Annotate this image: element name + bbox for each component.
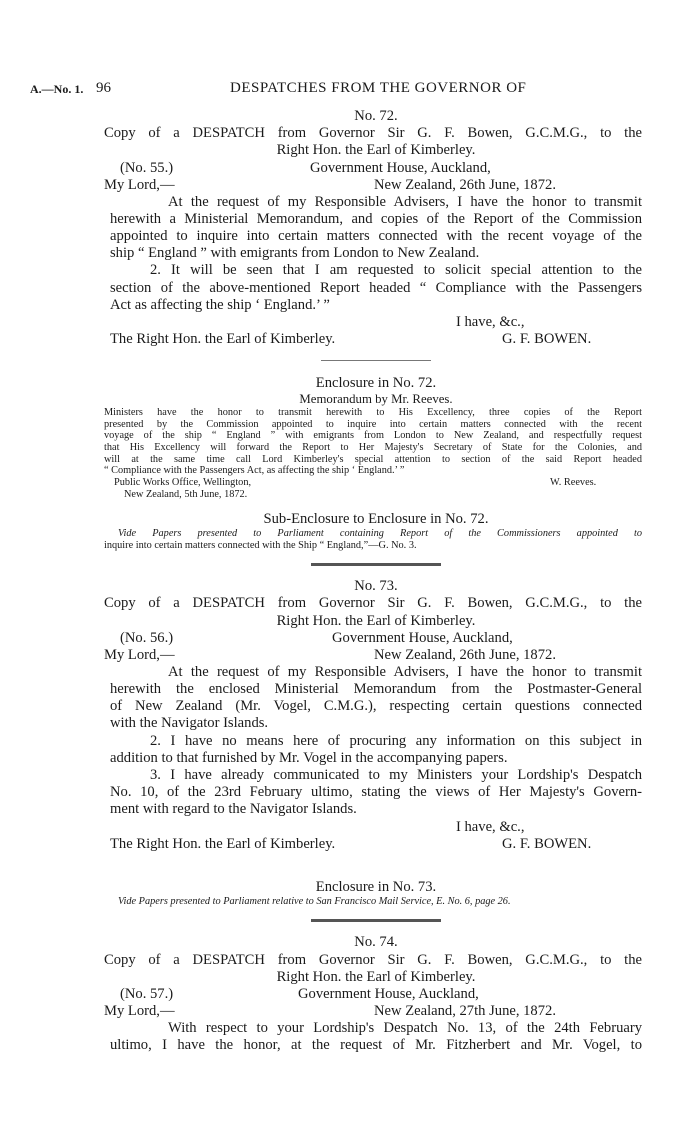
enclosure-heading: Enclosure in No. 73. bbox=[315, 878, 437, 895]
despatch-title: Copy of a DESPATCH from Governor Sir G. F. Bowen, G.C.M.G., to the bbox=[104, 595, 642, 612]
addressee: The Right Hon. the Earl of Kimberley. bbox=[110, 331, 336, 348]
text-line: ment with regard to the Navigator Islands. bbox=[110, 801, 357, 818]
enclosure-72 bbox=[104, 375, 642, 501]
text-line: of New Zealand (Mr. Vogel, C.M.G.), respecting certain questions connected bbox=[110, 698, 642, 715]
running-title: DESPATCHES FROM THE GOVERNOR OF bbox=[230, 80, 527, 96]
place-row bbox=[110, 477, 642, 489]
paragraph bbox=[110, 664, 642, 733]
text-line: 2. It will be seen that I am requested to solicit special attention to the bbox=[150, 262, 642, 279]
sub-enclosure-heading: Sub-Enclosure to Enclosure in No. 72. bbox=[263, 510, 489, 527]
closing-row bbox=[110, 819, 642, 836]
text-line: At the request of my Responsible Advisers, I have the honor to transmit bbox=[168, 193, 642, 210]
text-line: will at the same time call Lord Kimberley's special attention to section of the said Report headed bbox=[104, 453, 642, 465]
despatch-heading: No. 74. bbox=[354, 934, 398, 951]
date-line: New Zealand, 26th June, 1872. bbox=[374, 646, 556, 663]
address-row bbox=[110, 986, 642, 1003]
text-line: Ministers have the honor to transmit herewith to His Excellency, three copies of the Report bbox=[104, 407, 642, 419]
memorandum-text bbox=[104, 407, 642, 477]
despatch-title: Copy of a DESPATCH from Governor Sir G. F. Bowen, G.C.M.G., to the bbox=[104, 125, 642, 142]
text-line: with the Navigator Islands. bbox=[110, 715, 269, 732]
address-line: Government House, Auckland, bbox=[298, 986, 479, 1003]
sub-enclosure-text bbox=[104, 528, 642, 551]
closing: I have, &c., bbox=[456, 314, 525, 331]
signature: G. F. BOWEN. bbox=[502, 835, 592, 852]
address-line: Government House, Auckland, bbox=[332, 629, 513, 646]
address-line: Government House, Auckland, bbox=[310, 159, 491, 176]
address-row bbox=[110, 630, 642, 647]
text-line: Vide Papers presented to Parliament containing Report of the Commissioners appointed to bbox=[118, 528, 642, 539]
despatch-recipient: Right Hon. the Earl of Kimberley. bbox=[276, 612, 476, 629]
despatch-74 bbox=[104, 934, 642, 1054]
page-number: 96 bbox=[96, 80, 111, 96]
text-line: herewith a Ministerial Memorandum, and copies of the Report of the Commission bbox=[110, 210, 642, 227]
text-line: presented by the Commission appointed to inquire into certain matters connected with the recent bbox=[104, 418, 642, 430]
despatch-73 bbox=[104, 578, 642, 852]
sub-enclosure-72 bbox=[104, 510, 642, 551]
salutation: My Lord,— bbox=[104, 176, 175, 193]
text-line: At the request of my Responsible Advisers, I have the honor to transmit bbox=[168, 663, 642, 680]
text-line: addition to that furnished by Mr. Vogel in the accompanying papers. bbox=[110, 749, 508, 766]
salutation-row bbox=[104, 1003, 642, 1020]
addressee: The Right Hon. the Earl of Kimberley. bbox=[110, 835, 336, 852]
despatch-recipient: Right Hon. the Earl of Kimberley. bbox=[276, 142, 476, 159]
paragraph bbox=[110, 733, 642, 767]
text-line: “ Compliance with the Passengers Act, as affecting the ship ‘ England.’ ” bbox=[104, 465, 405, 477]
despatch-number: (No. 56.) bbox=[120, 629, 174, 646]
salutation: My Lord,— bbox=[104, 646, 175, 663]
enclosure-heading: Enclosure in No. 72. bbox=[315, 375, 437, 392]
salutation: My Lord,— bbox=[104, 1003, 175, 1020]
signature-row bbox=[110, 836, 642, 853]
despatch-72 bbox=[104, 108, 642, 348]
place-line: Public Works Office, Wellington, bbox=[114, 476, 252, 488]
text-line: No. 10, of the 23rd February ultimo, stating the views of Her Majesty's Govern- bbox=[110, 784, 642, 801]
paragraph bbox=[110, 767, 642, 819]
text-line: herewith the enclosed Ministerial Memorandum from the Postmaster-General bbox=[110, 681, 642, 697]
despatch-number: (No. 55.) bbox=[120, 159, 174, 176]
date-line: New Zealand, 26th June, 1872. bbox=[374, 176, 556, 193]
text-line: appointed to inquire into certain matters connected with the recent voyage of the bbox=[110, 228, 642, 245]
text-line: ultimo, I have the honor, at the request of Mr. Fitzherbert and Mr. Vogel, to bbox=[110, 1037, 642, 1054]
paper-reference: A.—No. 1. bbox=[30, 82, 84, 96]
text-line: 3. I have already communicated to my Ministers your Lordship's Despatch bbox=[150, 767, 642, 784]
paragraph bbox=[110, 262, 642, 314]
despatch-recipient: Right Hon. the Earl of Kimberley. bbox=[276, 968, 476, 985]
salutation-row bbox=[104, 646, 642, 664]
despatch-number: (No. 57.) bbox=[120, 986, 174, 1003]
text-line: Act as affecting the ship ‘ England.’ ” bbox=[110, 296, 330, 313]
enclosure-73 bbox=[110, 879, 642, 908]
place-line: New Zealand, 5th June, 1872. bbox=[124, 488, 248, 500]
text-line: voyage of the ship “ England ” with emigrants from London to New Zealand, and respectfully request bbox=[104, 430, 642, 442]
despatch-heading: No. 73. bbox=[354, 578, 398, 595]
salutation-row bbox=[104, 176, 642, 194]
paragraph bbox=[110, 194, 642, 263]
text-line: With respect to your Lordship's Despatch No. 13, of the 24th February bbox=[168, 1020, 642, 1037]
document-body bbox=[104, 108, 642, 1054]
memorandum-heading: Memorandum by Mr. Reeves. bbox=[299, 392, 453, 407]
address-row bbox=[110, 160, 642, 177]
closing: I have, &c., bbox=[456, 818, 525, 835]
text-line: section of the above-mentioned Report headed “ Compliance with the Passengers bbox=[110, 279, 642, 296]
text-line: that His Excellency will forward the Report to Her Majesty's Secretary of State for the Colonies, and bbox=[104, 442, 642, 454]
running-head bbox=[30, 80, 670, 100]
text-line: 2. I have no means here of procuring any information on this subject in bbox=[150, 732, 642, 749]
place-row bbox=[110, 489, 642, 501]
paragraph bbox=[110, 1020, 642, 1054]
enclosure-text: Vide Papers presented to Parliament relative to San Francisco Mail Service, E. No. 6, page 26. bbox=[118, 895, 511, 907]
text-line: ship “ England ” with emigrants from London to New Zealand. bbox=[110, 245, 480, 262]
closing-row bbox=[110, 314, 642, 331]
signature: W. Reeves. bbox=[550, 476, 597, 488]
signature-row bbox=[110, 331, 642, 348]
despatch-title: Copy of a DESPATCH from Governor Sir G. F. Bowen, G.C.M.G., to the bbox=[104, 951, 642, 968]
date-line: New Zealand, 27th June, 1872. bbox=[374, 1003, 556, 1020]
signature: G. F. BOWEN. bbox=[502, 331, 592, 348]
text-line: inquire into certain matters connected with the Ship “ England,”—G. No. 3. bbox=[104, 539, 417, 551]
despatch-heading: No. 72. bbox=[354, 108, 398, 124]
